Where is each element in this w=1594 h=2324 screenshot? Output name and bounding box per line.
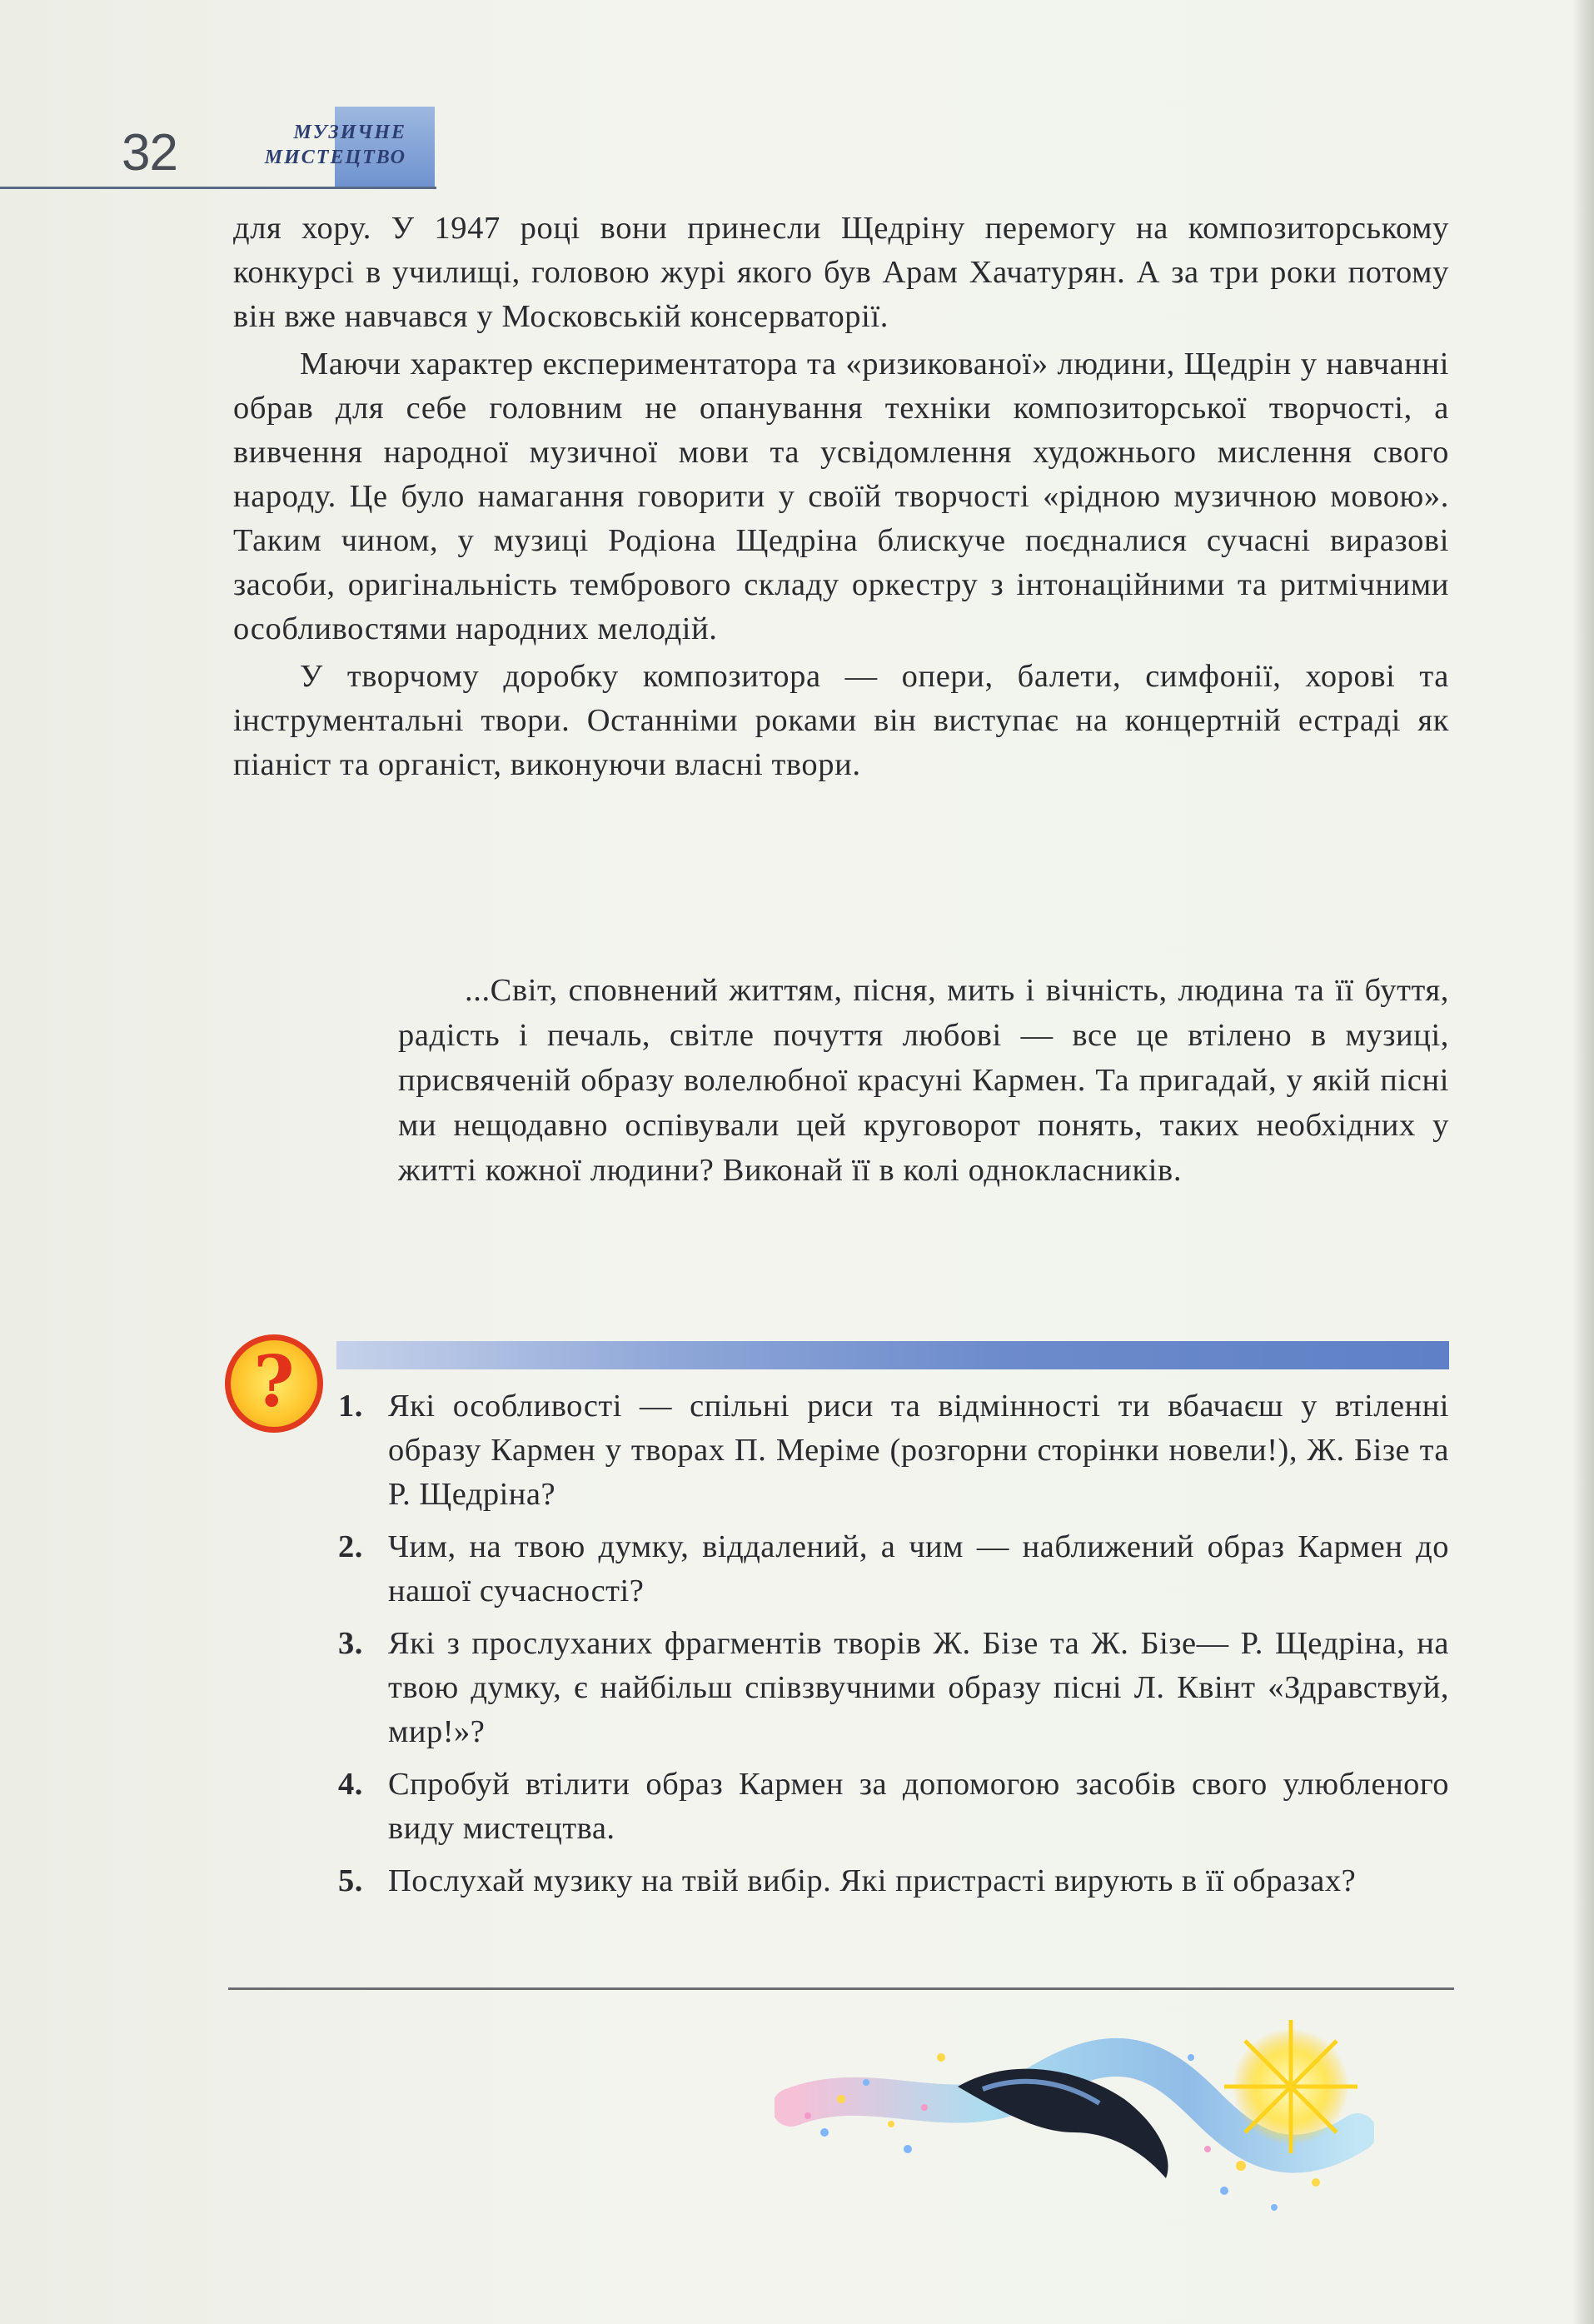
- question-text: Спробуй втілити образ Кармен за допомогою засобів свого улюбленого виду мистецтва.: [388, 1767, 1449, 1846]
- question-item: [331, 1622, 1449, 1754]
- paragraph-3: У творчому доробку композитора — опери, балети, симфонії, хорові та інструментальні твори. Останніми роками він виступає на концертній естраді як піаніст та органіст, виконуючи власні твори.: [233, 659, 1449, 782]
- body-text: [233, 207, 1449, 787]
- section-title: [213, 120, 406, 170]
- paragraph-1: для хору. У 1947 році вони принесли Щедріну перемогу на композиторському конкурсі в училищі, головою журі якого був Арам Хачатурян. А за три роки потому він вже навчався у Московській консерваторії.: [233, 211, 1449, 334]
- question-number: 3.: [338, 1626, 363, 1661]
- question-item: [331, 1763, 1449, 1851]
- question-item: [331, 1859, 1449, 1903]
- quote-block: ...Світ, сповнений життям, пісня, мить і вічність, людина та її буття, радість і печаль, світле почуття любові — все це втілено в музиці, присвяченій образу волелюбної красуні Кармен. Та пригадай, у якій пісні ми нещодавно оспівували цей круговорот понять, таких необхідних у житті кожної людини? Виконай її в колі однокласників.: [398, 973, 1449, 1188]
- section-title-line2: МИСТЕЦТВО: [264, 147, 406, 168]
- question-mark-icon: ?: [225, 1334, 323, 1433]
- question-number: 4.: [338, 1767, 363, 1802]
- question-number: 1.: [338, 1389, 363, 1424]
- header-rule: [0, 187, 436, 189]
- question-number: 5.: [338, 1863, 363, 1898]
- question-item: [331, 1525, 1449, 1613]
- questions-header-bar: [336, 1341, 1449, 1369]
- page-number: 32: [122, 124, 177, 182]
- question-number: 2.: [338, 1529, 363, 1564]
- page-edge-shadow: [1572, 0, 1594, 2324]
- decorative-ornament-icon: [775, 2007, 1374, 2224]
- bottom-rule: [228, 1987, 1454, 1990]
- paragraph-2: Маючи характер експериментатора та «ризикованої» людини, Щедрін у навчанні обрав для себе головним не опанування техніки композиторської творчості, а вивчення народної музичної мови та усвідомлення художнього мислення свого народу. Це було намагання говорити у своїй творчості «рідною музичною мовою». Таким чином, у музиці Родіона Щедріна блискуче поєдналися сучасні виразові засоби, оригінальність тембрового складу оркестру з інтонаційними та ритмічними особливостями народних мелодій.: [233, 347, 1449, 646]
- question-text: Які з прослуханих фрагментів творів Ж. Бізе та Ж. Бізе— Р. Щедріна, на твою думку, є найбільш співзвучними образу пісні Л. Квінт «Здравствуй, мир!»?: [388, 1626, 1449, 1749]
- question-text: Чим, на твою думку, віддалений, а чим — наближений образ Кармен до нашої сучасності?: [388, 1529, 1449, 1608]
- section-title-line1: МУЗИЧНЕ: [293, 122, 406, 143]
- questions-list: [331, 1384, 1449, 1912]
- question-text: Послухай музику на твій вибір. Які пристрасті вирують в її образах?: [388, 1863, 1357, 1898]
- question-text: Які особливості — спільні риси та відмінності ти вбачаєш у втіленні образу Кармен у творах П. Меріме (розгорни сторінки новели!), Ж. Бізе та Р. Щедріна?: [388, 1389, 1449, 1512]
- question-item: [331, 1384, 1449, 1517]
